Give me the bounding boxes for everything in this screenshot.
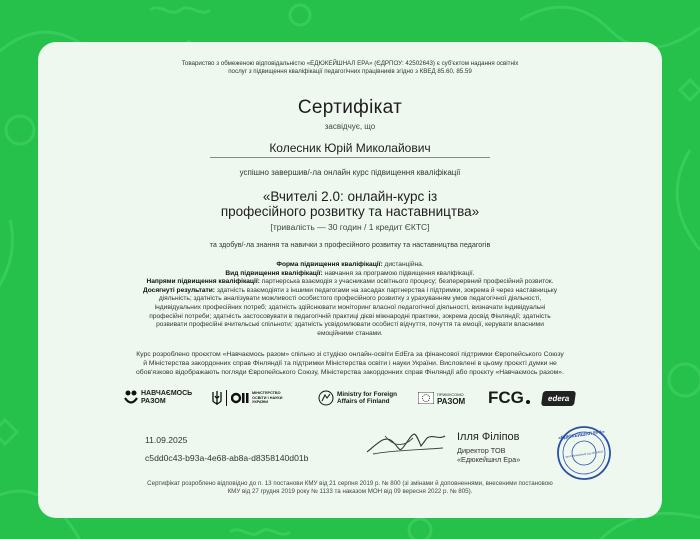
footer-line2: КМУ від 27 грудня 2019 року № 1133 та наказом МОН від 09 вересня 2022 р. № 805).: [227, 488, 473, 495]
org-header-line1: Товариство з обмеженою відповідальністю «ЕДЮКЕЙШНАЛ ЕРА» (ЄДРПОУ: 42502643) є суб'єктом надання освітніх: [181, 60, 519, 67]
directions-row: [38, 278, 662, 287]
qualification-details: [38, 261, 662, 338]
eu-flag-icon: [418, 392, 434, 404]
recipient-name: Колесник Юрій Миколайович: [269, 141, 431, 155]
director-role-line2: «Едюкейшнл Ера»: [457, 455, 521, 464]
director-role-line1: Директор ТОВ: [457, 446, 506, 455]
results-line4: професійні потреби; здатність застосовувати в педагогічній практиці дієві міжнародні практики, зокрема досвід Фінляндії; здатність: [149, 312, 551, 320]
directions-value: партнерська взаємодія з учасниками освітнього процесу; безперервний професійний розвиток.: [261, 278, 554, 286]
issue-date: 11.09.2025: [145, 435, 188, 445]
certificate-code: c5dd0c43-b93a-4e68-ab8a-d8358140d01b: [145, 453, 309, 463]
funding-line2: й Міністерства закордонних справ Фінляндії та підтримки Міністерства освіти і науки України. Висловлені в цьому проєкті думки не: [143, 360, 557, 367]
type-value: навчання за програмою підвищення кваліфікації.: [324, 269, 475, 277]
results-line5: розвивати професійні вчительські спільноти; здатність усвідомлювати особисті відчуття, почуття та емоції, керувати власними: [156, 321, 544, 329]
mon-line3: УКРАЇНИ: [252, 400, 269, 405]
company-stamp: [556, 425, 612, 481]
navchaemos-line2: РАЗОМ: [141, 398, 166, 405]
logo-fcg: [488, 387, 530, 409]
eu-line2: РАЗОМ: [437, 397, 466, 406]
footer-line1: Сертифікат розроблено відповідно до п. 13 постанови КМУ від 21 серпня 2019 р. № 800 (зі змінами й доповненнями, внесеними постановою: [147, 480, 553, 487]
results-line1: здатність взаємодіяти з іншими педагогами на засадах партнерства і підтримки, зокрема й через наставницьку: [216, 286, 558, 294]
people-icon: [124, 389, 138, 407]
type-label: Вид підвищення кваліфікації:: [225, 269, 323, 277]
course-title: [38, 189, 662, 219]
mon-mark-icon: [231, 392, 249, 404]
fcg-dot: [526, 400, 530, 404]
director-role: [457, 446, 520, 464]
funding-line1: Курс розроблено проєктом «Навчаємось разом» спільно зі студією онлайн-освіти EdEra за фінансової підтримки Європейського Союзу: [136, 351, 564, 358]
results-line2: діяльність; здатність аналізувати можливості особистого професійного розвитку з урахуванням умов педагогічної діяльності,: [158, 295, 542, 303]
acquired-text: та здобув/-ла знання та навички з професійного розвитку та наставництва педагогів: [209, 240, 491, 249]
name-underline: [210, 157, 490, 158]
directions-label: Напрями підвищення кваліфікації:: [146, 278, 260, 286]
logo-divider: [226, 390, 227, 406]
org-header-line2: послуг з підвищення кваліфікації педагогічних працівників згідно з КВЕД 85.60, 85.59: [228, 68, 472, 75]
form-label: Форма підвищення кваліфікації:: [276, 261, 383, 268]
logo-mon-ukraine: [212, 387, 282, 409]
results-line3: індивідуальних професійних потреб; здатність здійснювати моніторинг власної педагогічної діяльності, визначати індивідуальні: [154, 303, 546, 311]
completed-text: успішно завершив/-ла онлайн курс підвищення кваліфікації: [239, 168, 461, 177]
funding-note: [38, 350, 662, 377]
course-title-line1: «Вчителі 2.0: онлайн-курс із: [262, 189, 438, 204]
mon-line2: ОСВІТИ І НАУКИ: [252, 395, 283, 400]
results-label: Досягнуті результати:: [142, 286, 215, 294]
form-row: [38, 261, 662, 270]
fcg-text: FCG: [488, 388, 524, 407]
stamp-center-text: Ідентифікаційний код 42502643: [565, 450, 604, 459]
logo-edera: [542, 387, 575, 409]
form-value: дистанційна.: [384, 261, 424, 268]
edera-text: edera: [541, 391, 576, 406]
mfa-line2: Affairs of Finland: [337, 398, 390, 405]
partner-logos: [124, 387, 594, 409]
director-signature: [363, 424, 449, 464]
eu-line1: ПРИМУСОМО: [437, 392, 464, 397]
logo-mfa-finland: [318, 387, 397, 409]
logo-navchaemos-razom: [124, 387, 192, 409]
certificate-title: Сертифікат: [297, 97, 403, 118]
finland-emblem-icon: [318, 390, 334, 406]
funding-line3: обов'язково відображають погляди Європейського Союзу, Міністерства закордонних справ Фінляндії або проєкту «Навчаємось разом».: [136, 369, 564, 376]
results-line6: емоційними станами.: [317, 329, 383, 337]
logo-eu-razom: [418, 387, 465, 409]
org-header: [38, 60, 662, 76]
stamp-top-text: «ЕДЮКЕЙШНЛ ЕРА»: [557, 428, 605, 441]
type-row: [38, 270, 662, 279]
trident-icon: [212, 390, 222, 406]
mon-line1: МІНІСТЕРСТВО: [252, 391, 281, 396]
mfa-line1: Ministry for Foreign: [337, 390, 398, 398]
course-title-line2: професійного розвитку та наставництва»: [220, 204, 480, 219]
certificate-card: [38, 42, 662, 518]
attests-text: засвідчує, що: [324, 122, 376, 131]
navchaemos-line1: НАВЧАЄМОСЬ: [141, 390, 193, 397]
course-duration: [тривалість — 30 годин / 1 кредит ЄКТС]: [270, 222, 430, 232]
director-name: Ілля Філіпов: [457, 431, 520, 443]
legal-footer: [38, 480, 662, 496]
